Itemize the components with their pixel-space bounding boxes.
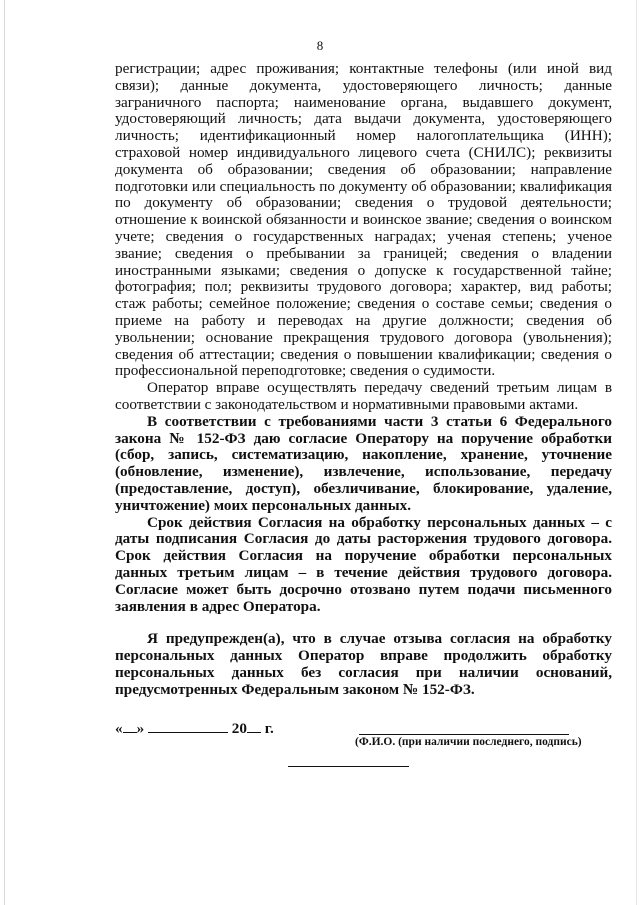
signature-line xyxy=(359,734,569,735)
year-blank xyxy=(247,720,261,733)
warning-paragraph: Я предупрежден(а), что в случае отзыва согласия на обработку персональных данных Оператор вправе продолжить обработку персональных данных без согласия при наличии оснований, предусмотренных Федеральным законом № 152-ФЗ. xyxy=(115,630,612,698)
validity-paragraph: Срок действия Согласия на обработку персональных данных – с даты подписания Согласия до даты расторжения трудового договора. Срок действия Согласия на поручение обработки персональных данных третьим лицам – в течение действия трудового договора. Согласие может быть досрочно отозвано путем подачи письменного заявления в адрес Оператора. xyxy=(115,513,612,615)
document-body xyxy=(115,61,612,698)
month-blank xyxy=(148,720,228,733)
page-left-edge xyxy=(4,0,5,905)
date-line xyxy=(115,720,274,738)
date-open-quote: « xyxy=(115,720,123,737)
page-right-edge xyxy=(636,0,637,905)
consent-paragraph: В соответствии с требованиями части 3 статьи 6 Федерального закона № 152-ФЗ даю согласие Оператору на поручение обработки (сбор, запись, систематизацию, накопление, хранение, уточнение (обновление, изменение), извлечение, использование, передачу (предоставление, доступ), обезличивание, блокирование, удаление, уничтожение) моих персональных данных. xyxy=(115,412,612,514)
signature-caption: (Ф.И.О. (при наличии последнего, подпись) xyxy=(355,736,582,748)
day-blank xyxy=(123,720,137,733)
year-suffix: г. xyxy=(264,720,274,737)
date-close-quote: » xyxy=(136,720,145,737)
bottom-separator-line xyxy=(288,766,409,767)
page-number: 8 xyxy=(316,38,324,53)
year-prefix: 20 xyxy=(231,720,247,737)
personal-data-list-paragraph: регистрации; адрес проживания; контактные телефоны (или иной вид связи); данные документа, удостоверяющего личность; данные заграничного паспорта; наименование органа, выдавшего документ, удостоверяющий личность; дата выдачи документа, удостоверяющего личность; идентификационный номер налогоплательщика (ИНН); страховой номер индивидуального лицевого счета (СНИЛС); реквизиты документа об образовании; сведения об образовании; направление подготовки или специальность по документу об образовании; квалификация по документу об образовании; сведения о трудовой деятельности; отношение к воинской обязанности и воинское звание; сведения о воинском учете; сведения о государственных наградах; ученая степень; ученое звание; сведения о пребывании за границей; сведения о владении иностранными языками; сведения о допуске к государственной тайне; фотография; пол; реквизиты трудового договора; характер, вид работы; стаж работы; семейное положение; сведения о составе семьи; сведения о приеме на работу и переводах на другие должности; сведения об увольнении; основание прекращения трудового договора (увольнения); сведения об аттестации; сведения о повышении квалификации; сведения о профессиональной переподготовке; сведения о судимости. xyxy=(115,60,612,380)
transfer-paragraph: Оператор вправе осуществлять передачу сведений третьим лицам в соответствии с законодательством и нормативными правовыми актами. xyxy=(115,379,612,413)
